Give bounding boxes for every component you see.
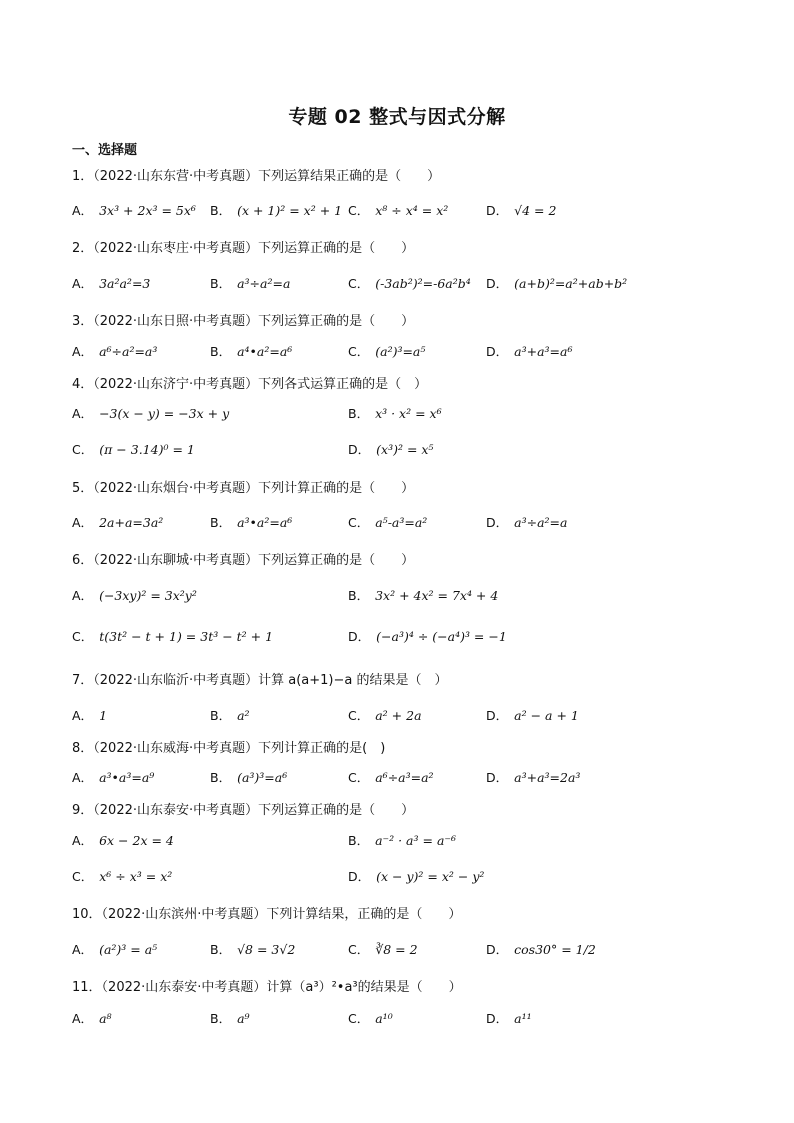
option-a (72, 831, 174, 849)
option-b (210, 1009, 250, 1027)
question-stem: 9．（2022·山东泰安·中考真题）下列运算正确的是（ ） (72, 803, 415, 818)
option-b (348, 404, 442, 422)
option-text: cos30° = 1/2 (514, 942, 596, 957)
option-text: a³•a³=a⁹ (99, 770, 155, 785)
option-c (348, 201, 448, 219)
option-label: D． (348, 442, 371, 457)
option-text: a⁶÷a³=a² (375, 770, 434, 785)
option-label: B． (210, 203, 232, 218)
question-stem: 8．（2022·山东威海·中考真题）下列计算正确的是( ) (72, 741, 386, 756)
option-b (210, 940, 295, 958)
section-heading: 一、选择题 (72, 143, 138, 158)
question-stem: 1．（2022·山东东营·中考真题）下列运算结果正确的是（ ） (72, 169, 441, 184)
option-text: (x³)² = x⁵ (376, 442, 434, 457)
option-label: A． (72, 276, 94, 291)
option-text: 3x² + 4x² = 7x⁴ + 4 (375, 588, 499, 603)
option-label: A． (72, 942, 94, 957)
option-b (210, 706, 250, 724)
option-c (348, 513, 427, 531)
option-text: 2a+a=3a² (99, 515, 164, 530)
option-label: D． (486, 770, 509, 785)
option-label: C． (348, 1011, 370, 1026)
option-d (486, 513, 567, 531)
option-text: 3a²a²=3 (99, 276, 151, 291)
question-stem: 7．（2022·山东临沂·中考真题）计算 a(a+1)−a 的结果是（ ） (72, 673, 448, 688)
option-label: B． (210, 770, 232, 785)
option-d (486, 706, 579, 724)
option-text: (a³)³=a⁶ (237, 770, 288, 785)
option-text: (a²)³ = a⁵ (99, 942, 158, 957)
option-text: (-3ab²)²=-6a²b⁴ (375, 276, 471, 291)
option-label: C． (348, 276, 370, 291)
option-text: a⁵-a³=a² (375, 515, 428, 530)
option-label: B． (348, 406, 370, 421)
option-text: ∛8 = 2 (375, 942, 418, 957)
option-c (348, 342, 425, 360)
option-b (210, 274, 290, 292)
option-label: A． (72, 708, 94, 723)
option-label: C． (348, 770, 370, 785)
option-label: C． (348, 344, 370, 359)
option-label: D． (486, 942, 509, 957)
option-text: (x + 1)² = x² + 1 (237, 203, 343, 218)
option-b (210, 342, 292, 360)
option-c (348, 274, 471, 292)
option-label: C． (348, 203, 370, 218)
option-label: D． (486, 708, 509, 723)
option-c (348, 940, 418, 958)
option-label: A． (72, 588, 94, 603)
option-text: 6x − 2x = 4 (99, 833, 174, 848)
option-label: B． (210, 1011, 232, 1026)
option-d (486, 940, 596, 958)
option-a (72, 586, 197, 604)
option-text: a⁻² · a³ = a⁻⁶ (375, 833, 457, 848)
option-text: a⁴•a²=a⁶ (237, 344, 293, 359)
option-text: 1 (99, 708, 108, 723)
question-stem: 2．（2022·山东枣庄·中考真题）下列运算正确的是（ ） (72, 241, 415, 256)
option-c (72, 627, 273, 645)
option-text: x³ · x² = x⁶ (375, 406, 442, 421)
option-label: B． (210, 942, 232, 957)
option-b (210, 201, 342, 219)
option-text: (a+b)²=a²+ab+b² (514, 276, 628, 291)
option-text: (x − y)² = x² − y² (376, 869, 485, 884)
option-text: a³+a³=a⁶ (514, 344, 573, 359)
question-stem: 4．（2022·山东济宁·中考真题）下列各式运算正确的是（ ） (72, 377, 428, 392)
option-d (486, 768, 580, 786)
option-text: a³÷a²=a (237, 276, 291, 291)
option-a (72, 201, 196, 219)
option-text: a⁶÷a²=a³ (99, 344, 158, 359)
option-text: −3(x − y) = −3x + y (99, 406, 230, 421)
question-stem: 5．（2022·山东烟台·中考真题）下列计算正确的是（ ） (72, 481, 415, 496)
option-b (348, 586, 498, 604)
option-text: x⁶ ÷ x³ = x² (99, 869, 173, 884)
option-c (72, 440, 195, 458)
option-label: D． (486, 344, 509, 359)
option-a (72, 513, 163, 531)
option-label: A． (72, 203, 94, 218)
option-label: D． (486, 276, 509, 291)
option-label: C． (72, 629, 94, 644)
option-a (72, 706, 107, 724)
option-label: A． (72, 770, 94, 785)
option-d (348, 627, 507, 645)
option-text: a³•a²=a⁶ (237, 515, 293, 530)
option-d (348, 440, 433, 458)
option-text: a¹¹ (514, 1011, 532, 1026)
option-a (72, 274, 150, 292)
option-label: D． (486, 203, 509, 218)
option-a (72, 768, 154, 786)
option-a (72, 940, 157, 958)
option-a (72, 342, 157, 360)
option-b (348, 831, 456, 849)
option-label: C． (348, 942, 370, 957)
option-a (72, 1009, 112, 1027)
option-label: C． (72, 869, 94, 884)
option-c (72, 867, 172, 885)
option-text: a³÷a²=a (514, 515, 568, 530)
option-c (348, 768, 434, 786)
option-a (72, 404, 229, 422)
option-text: x⁸ ÷ x⁴ = x² (375, 203, 449, 218)
option-text: 3x³ + 2x³ = 5x⁶ (99, 203, 196, 218)
option-text: t(3t² − t + 1) = 3t³ − t² + 1 (99, 629, 274, 644)
option-label: A． (72, 344, 94, 359)
question-stem: 10．（2022·山东滨州·中考真题）下列计算结果，正确的是（ ） (72, 907, 462, 922)
option-label: D． (348, 869, 371, 884)
option-label: D． (486, 1011, 509, 1026)
option-label: C． (348, 515, 370, 530)
page-title: 专题 02 整式与因式分解 (288, 106, 506, 128)
question-stem: 6．（2022·山东聊城·中考真题）下列运算正确的是（ ） (72, 553, 415, 568)
option-text: (π − 3.14)⁰ = 1 (99, 442, 195, 457)
option-label: B． (210, 515, 232, 530)
option-label: B． (210, 276, 232, 291)
option-text: (−3xy)² = 3x²y² (99, 588, 197, 603)
option-b (210, 513, 292, 531)
option-text: (−a³)⁴ ÷ (−a⁴)³ = −1 (376, 629, 507, 644)
option-d (486, 342, 572, 360)
option-c (348, 706, 422, 724)
option-label: C． (72, 442, 94, 457)
option-label: A． (72, 515, 94, 530)
option-d (486, 1009, 532, 1027)
option-text: (a²)³=a⁵ (375, 344, 426, 359)
option-text: a³+a³=2a³ (514, 770, 581, 785)
option-c (348, 1009, 393, 1027)
option-text: a² + 2a (375, 708, 422, 723)
question-stem: 3．（2022·山东日照·中考真题）下列运算正确的是（ ） (72, 314, 415, 329)
option-text: a⁸ (99, 1011, 112, 1026)
option-d (486, 201, 556, 219)
option-label: A． (72, 406, 94, 421)
option-b (210, 768, 287, 786)
option-label: A． (72, 1011, 94, 1026)
option-label: B． (348, 833, 370, 848)
option-label: B． (348, 588, 370, 603)
option-label: D． (348, 629, 371, 644)
option-d (348, 867, 484, 885)
option-label: A． (72, 833, 94, 848)
option-label: B． (210, 344, 232, 359)
option-text: a² (237, 708, 250, 723)
question-stem: 11．（2022·山东泰安·中考真题）计算（a³）²•a³的结果是（ ） (72, 980, 462, 995)
option-label: D． (486, 515, 509, 530)
option-label: C． (348, 708, 370, 723)
option-text: √4 = 2 (514, 203, 557, 218)
option-text: a⁹ (237, 1011, 250, 1026)
option-text: √8 = 3√2 (237, 942, 296, 957)
option-text: a¹⁰ (375, 1011, 393, 1026)
option-text: a² − a + 1 (514, 708, 579, 723)
option-label: B． (210, 708, 232, 723)
option-d (486, 274, 627, 292)
